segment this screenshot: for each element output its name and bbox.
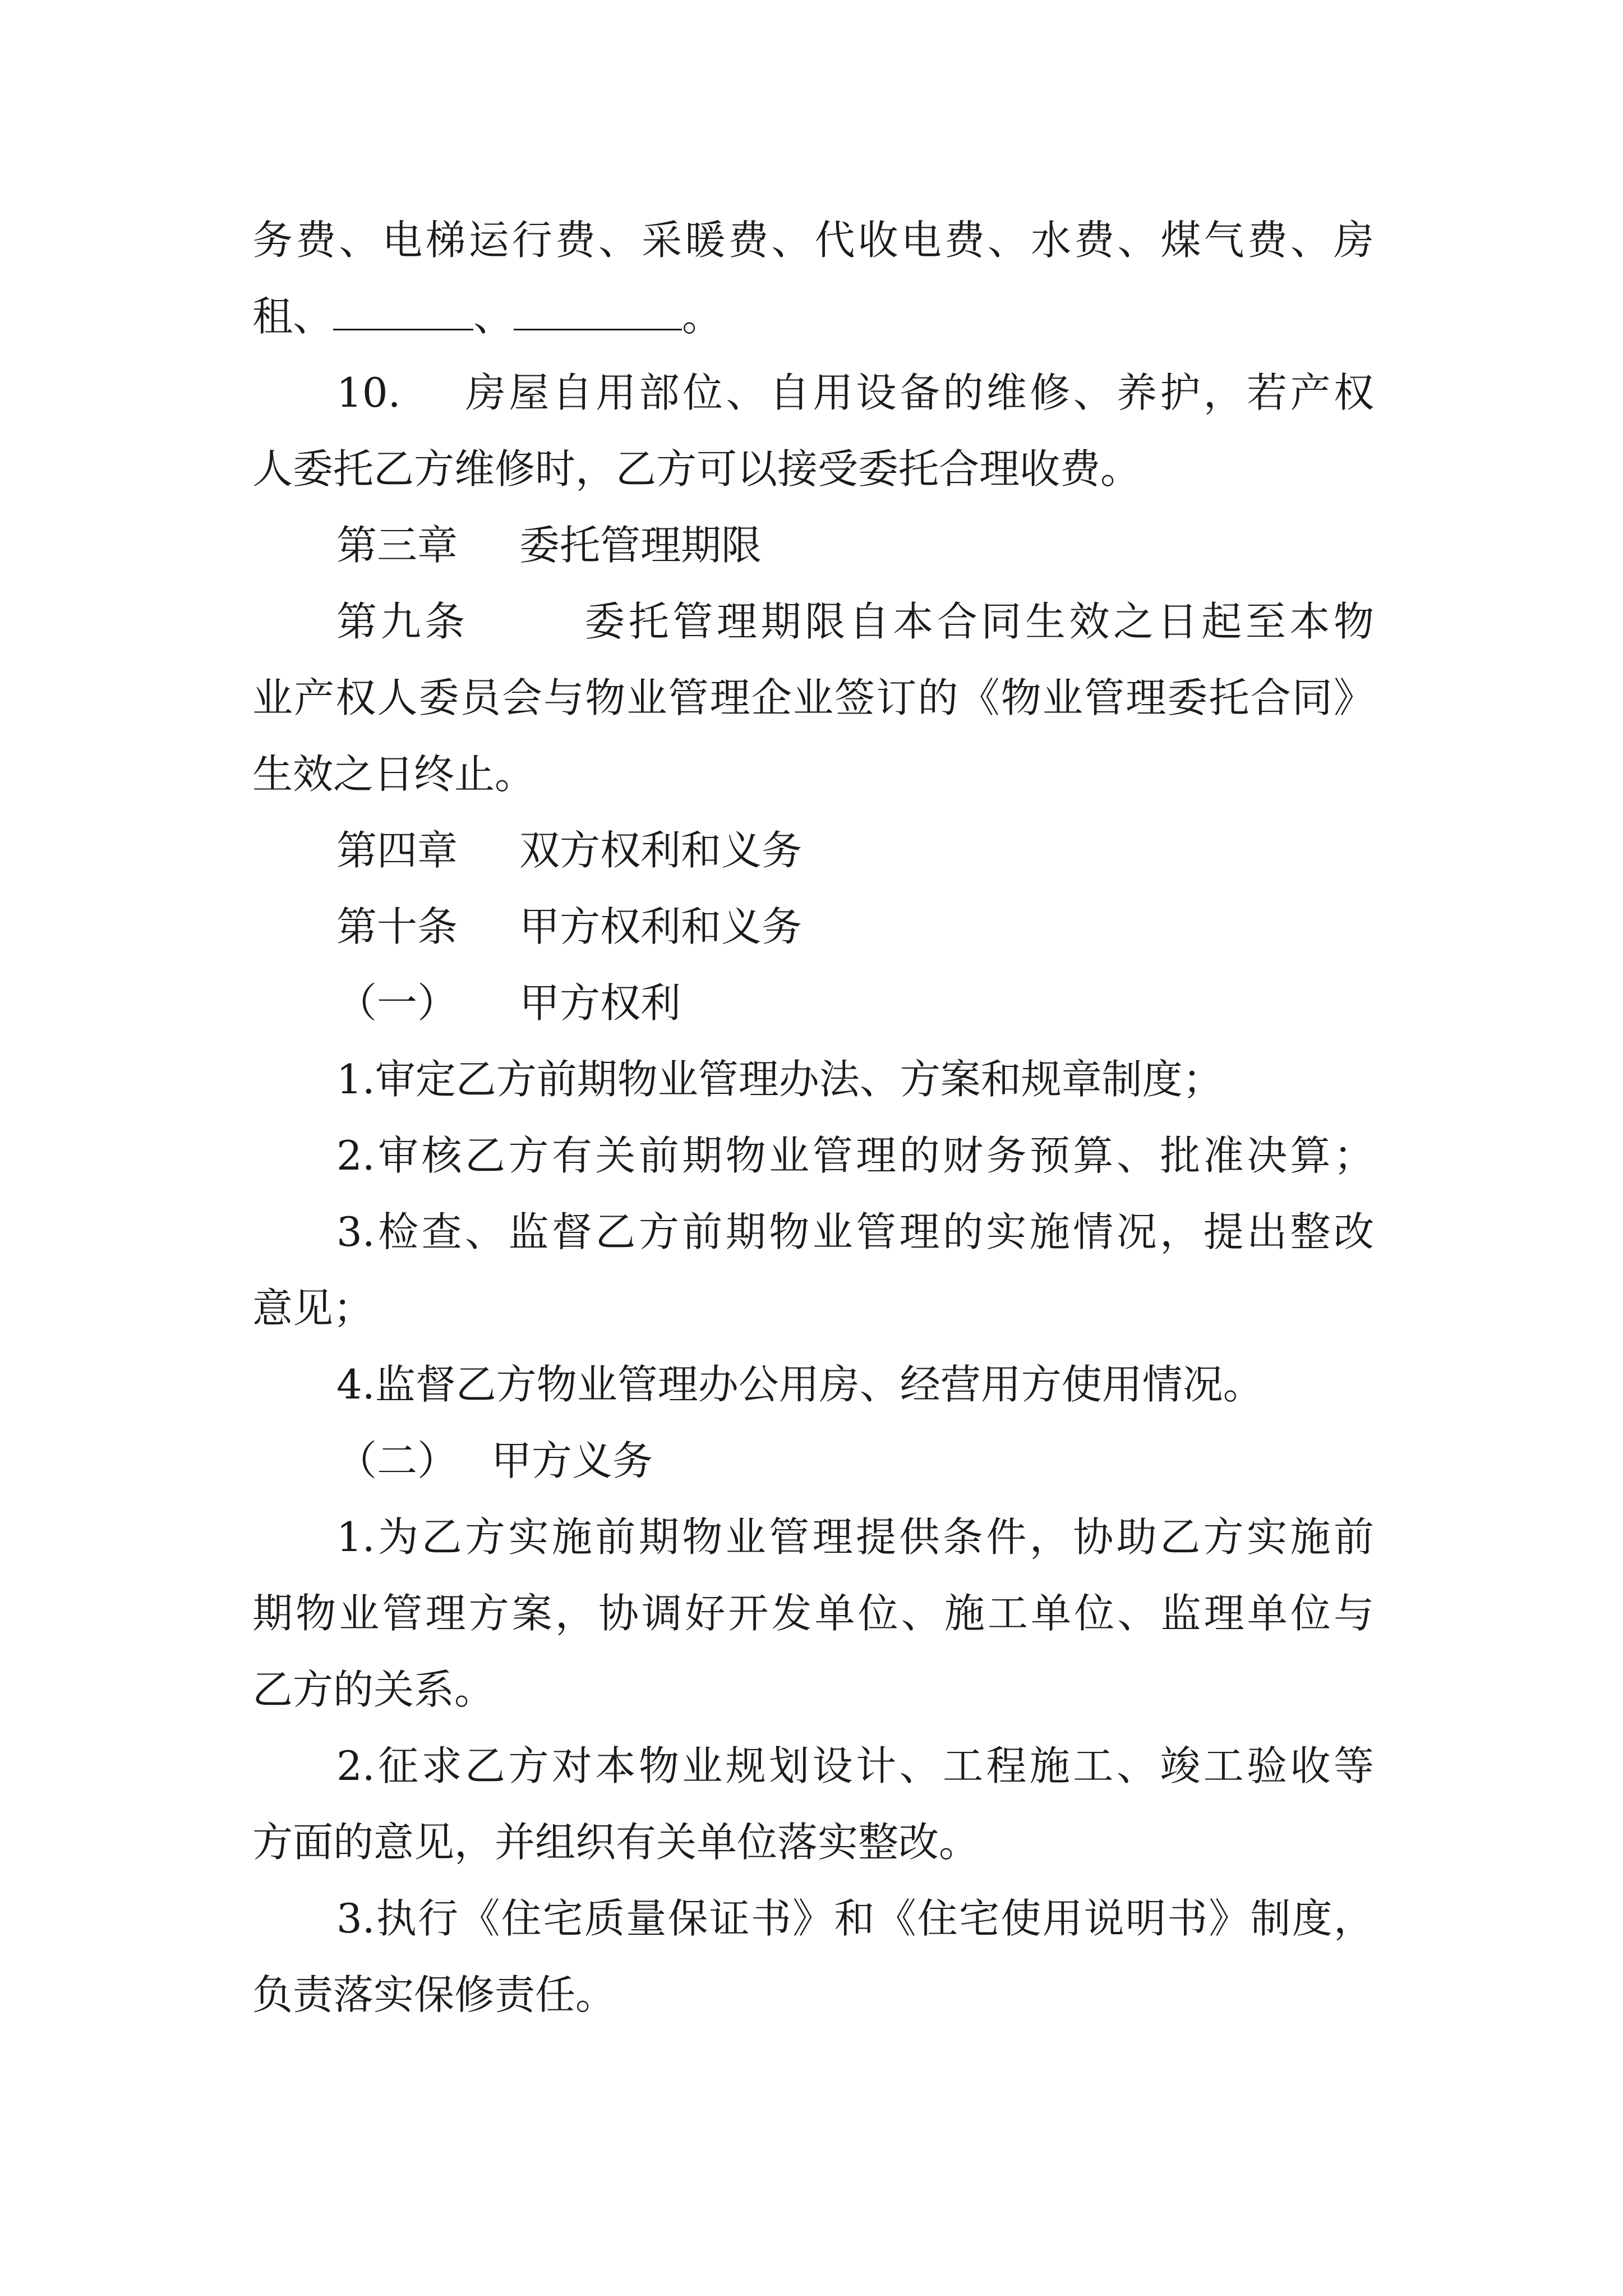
duty-1-line-3: 乙方的关系。: [252, 1666, 495, 1713]
fees-line-2-sep: 、: [473, 293, 514, 340]
fees-line-2-end: 。: [682, 293, 723, 340]
duty-1-line-1: 1.为乙方实施前期物业管理提供条件，协助乙方实施前: [336, 1513, 1374, 1561]
document-body: [252, 202, 1374, 2033]
section-1-heading: [252, 965, 1374, 1041]
section-1-title: 甲方权利: [519, 979, 681, 1027]
duty-3-line-1: 3.执行《住宅质量保证书》和《住宅使用说明书》制度，: [336, 1895, 1374, 1942]
chapter-3-label: 第三章: [336, 522, 458, 569]
chapter-3-heading: [252, 507, 1374, 583]
chapter-4-label: 第四章: [336, 827, 458, 874]
section-2-heading: [252, 1423, 1374, 1499]
section-2-label: （二）: [336, 1437, 458, 1484]
section-2-title: 甲方义务: [491, 1437, 653, 1484]
article-10-title: 甲方权利和义务: [519, 903, 803, 950]
fill-blank-1: [333, 295, 473, 330]
chapter-4-heading: [252, 812, 1374, 889]
chapter-3-title: 委托管理期限: [519, 522, 762, 569]
duty-1-line-2: 期物业管理方案，协调好开发单位、施工单位、监理单位与: [252, 1590, 1374, 1637]
right-3-line-2: 意见；: [252, 1285, 374, 1332]
article-9-line-1: [252, 583, 1374, 660]
article-10-label: 第十条: [336, 903, 458, 950]
right-2: 2.审核乙方有关前期物业管理的财务预算、批准决算；: [336, 1132, 1374, 1179]
duty-3-line-2: 负责落实保修责任。: [252, 1971, 616, 2018]
fill-blank-2: [514, 295, 682, 330]
duty-2-line-2: 方面的意见，并组织有关单位落实整改。: [252, 1819, 980, 1866]
fees-line-2: [252, 278, 1374, 355]
item-10-text: 房屋自用部位、自用设备的维修、养护，若产权: [462, 369, 1374, 416]
section-1-label: （一）: [336, 979, 458, 1027]
fees-line-1: 务费、电梯运行费、采暖费、代收电费、水费、煤气费、房: [252, 217, 1374, 264]
fees-line-2-start: 租、: [252, 293, 334, 340]
article-9-text: 委托管理期限自本合同生效之日起至本物: [580, 598, 1374, 645]
article-9-line-2: 业产权人委员会与物业管理企业签订的《物业管理委托合同》: [252, 674, 1374, 721]
right-3-line-1: 3.检查、监督乙方前期物业管理的实施情况，提出整改: [336, 1208, 1374, 1255]
item-10-line-1: [252, 355, 1374, 431]
right-1: 1.审定乙方前期物业管理办法、方案和规章制度；: [336, 1056, 1223, 1103]
item-10-number: 10.: [336, 369, 401, 416]
chapter-4-title: 双方权利和义务: [519, 827, 803, 874]
article-9-label: 第九条: [336, 598, 469, 645]
right-4: 4.监督乙方物业管理办公用房、经营用方使用情况。: [336, 1361, 1264, 1408]
item-10-line-2: 人委托乙方维修时，乙方可以接受委托合理收费。: [252, 445, 1141, 493]
article-9-line-3: 生效之日终止。: [252, 751, 536, 798]
duty-2-line-1: 2.征求乙方对本物业规划设计、工程施工、竣工验收等: [336, 1742, 1374, 1789]
article-10-heading: [252, 889, 1374, 965]
